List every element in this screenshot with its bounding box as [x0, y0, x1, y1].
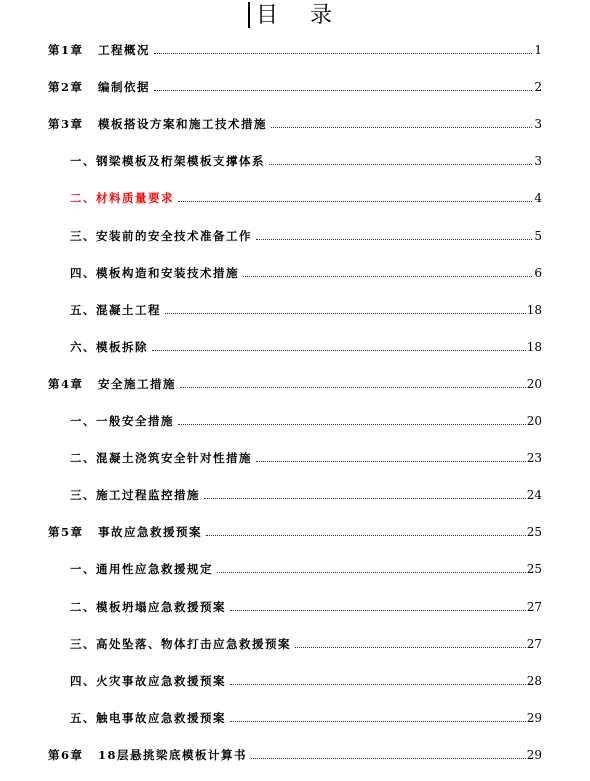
toc-page-number: 20 — [526, 374, 542, 394]
toc-entry-number: 三、 — [70, 228, 96, 243]
toc-entry-number: 一、 — [70, 562, 96, 577]
toc-page-number: 3 — [533, 151, 542, 171]
toc-chapter-entry[interactable] — [0, 77, 590, 97]
toc-page-number: 2 — [533, 77, 542, 97]
toc-entry-number: 一、 — [70, 154, 96, 169]
toc-chapter-entry[interactable] — [0, 40, 590, 60]
toc-entry-number: 六、 — [70, 339, 96, 354]
toc-dot-leader — [154, 90, 538, 91]
toc-section-entry[interactable] — [0, 300, 590, 320]
toc-entry-text: 触电事故应急救援预案 — [96, 710, 226, 725]
toc-section-entry[interactable] — [0, 448, 590, 468]
toc-section-entry[interactable] — [0, 188, 590, 208]
toc-section-entry[interactable] — [0, 559, 590, 579]
toc-dot-leader — [251, 758, 538, 759]
toc-dot-leader — [180, 387, 538, 388]
toc-section-entry[interactable] — [0, 708, 590, 728]
toc-page-number: 3 — [533, 114, 542, 134]
toc-entry-number: 第1章 — [48, 43, 84, 57]
text-cursor — [248, 2, 250, 28]
toc-entry-text: 钢梁模板及桁架模板支撑体系 — [96, 154, 265, 169]
toc-page-number: 24 — [526, 485, 542, 505]
toc-section-entry[interactable] — [0, 226, 590, 246]
toc-dot-leader — [271, 127, 538, 128]
toc-page-number: 6 — [533, 263, 542, 283]
toc-page-number: 20 — [526, 411, 542, 431]
toc-entry-text: 模板构造和安装技术措施 — [96, 265, 239, 280]
toc-dot-leader — [152, 350, 538, 351]
toc-entry-label — [70, 151, 267, 171]
toc-entry-text: 工程概况 — [98, 43, 150, 57]
toc-section-entry[interactable] — [0, 634, 590, 654]
toc-dot-leader — [230, 610, 538, 611]
toc-entry-text: 施工过程监控措施 — [96, 488, 200, 503]
toc-entry-number: 二、 — [70, 191, 96, 206]
toc-entry-label — [70, 188, 176, 208]
toc-page-number: 5 — [533, 226, 542, 246]
toc-entry-text: 一般安全措施 — [96, 414, 174, 428]
toc-page-number: 18 — [526, 300, 542, 320]
toc-entry-number: 第5章 — [48, 525, 84, 540]
toc-entry-label — [70, 485, 202, 505]
toc-section-entry[interactable] — [0, 411, 590, 431]
title-char-1: 目 — [255, 3, 280, 28]
toc-entry-label — [70, 411, 176, 431]
toc-entry-label — [70, 634, 293, 654]
toc-entry-label — [70, 263, 241, 283]
toc-entry-text: 18层悬挑梁底模板计算书 — [98, 747, 248, 762]
toc-entry-text: 高处坠落、物体打击应急救援预案 — [96, 636, 291, 651]
toc-entry-number: 二、 — [70, 451, 96, 466]
toc-entry-label — [70, 708, 228, 728]
toc-page-number: 25 — [526, 559, 542, 579]
toc-entry-number: 四、 — [70, 673, 96, 688]
toc-entry-number: 第2章 — [48, 80, 84, 95]
toc-entry-number: 二、 — [70, 599, 96, 614]
toc-chapter-entry[interactable] — [0, 522, 590, 542]
toc-entry-text: 火灾事故应急救援预案 — [96, 673, 226, 688]
toc-entry-label — [48, 114, 269, 134]
toc-page-number: 27 — [526, 597, 542, 617]
page-title — [0, 2, 590, 30]
toc-entry-label — [48, 77, 152, 97]
title-char-2: 录 — [310, 3, 335, 28]
toc-dot-leader — [206, 535, 538, 536]
toc-dot-leader — [243, 276, 538, 277]
toc-entry-label — [70, 448, 254, 468]
toc-page-number: 25 — [526, 522, 542, 542]
toc-page-number: 18 — [526, 337, 542, 357]
toc-page-number: 29 — [526, 745, 542, 765]
toc-section-entry[interactable] — [0, 671, 590, 691]
toc-entry-text: 材料质量要求 — [96, 191, 174, 206]
toc-page-number: 4 — [533, 188, 542, 208]
toc-entry-label — [70, 597, 228, 617]
toc-entry-number: 五、 — [70, 710, 96, 725]
toc-entry-text: 事故应急救援预案 — [98, 525, 202, 540]
toc-entry-number: 第4章 — [48, 376, 84, 391]
toc-dot-leader — [256, 239, 538, 240]
toc-entry-text: 编制依据 — [98, 80, 150, 95]
toc-chapter-entry[interactable] — [0, 114, 590, 134]
toc-dot-leader — [256, 461, 538, 462]
toc-entry-label — [70, 671, 228, 691]
toc-section-entry[interactable] — [0, 485, 590, 505]
toc-entry-label — [48, 40, 152, 60]
toc-entry-text: 混凝土浇筑安全针对性措施 — [96, 451, 252, 466]
toc-entry-number: 一、 — [70, 414, 96, 428]
toc-entry-number: 三、 — [70, 488, 96, 503]
toc-entry-text: 通用性应急救援规定 — [96, 562, 213, 577]
toc-page-number: 27 — [526, 634, 542, 654]
toc-entry-text: 安全施工措施 — [98, 376, 176, 391]
toc-dot-leader — [295, 647, 538, 648]
toc-dot-leader — [154, 53, 538, 54]
toc-chapter-entry[interactable] — [0, 745, 590, 765]
toc-entry-label — [70, 337, 150, 357]
toc-entry-number: 四、 — [70, 265, 96, 280]
toc-entry-text: 模板坍塌应急救援预案 — [96, 599, 226, 614]
toc-page-number: 1 — [533, 40, 542, 60]
toc-entry-label — [70, 559, 215, 579]
toc-section-entry[interactable] — [0, 337, 590, 357]
toc-entry-label — [70, 300, 163, 320]
toc-dot-leader — [269, 164, 538, 165]
toc-section-entry[interactable] — [0, 597, 590, 617]
toc-dot-leader — [230, 721, 538, 722]
toc-entry-label — [48, 522, 204, 542]
toc-entry-number: 第6章 — [48, 747, 84, 762]
toc-entry-number: 第3章 — [48, 117, 84, 132]
toc-dot-leader — [217, 572, 538, 573]
toc-entry-text: 模板拆除 — [96, 339, 148, 354]
toc-entry-label — [48, 745, 249, 765]
toc-section-entry[interactable] — [0, 263, 590, 283]
toc-entry-number: 五、 — [70, 302, 96, 317]
toc-page-number: 29 — [526, 708, 542, 728]
toc-dot-leader — [230, 684, 538, 685]
toc-entry-label — [70, 226, 254, 246]
toc-entry-text: 安装前的安全技术准备工作 — [96, 228, 252, 243]
toc-dot-leader — [178, 201, 538, 202]
toc-section-entry[interactable] — [0, 151, 590, 171]
toc-dot-leader — [204, 498, 538, 499]
toc-page-number: 28 — [526, 671, 542, 691]
toc-entry-text: 混凝土工程 — [96, 302, 161, 317]
toc-dot-leader — [178, 424, 538, 425]
toc-chapter-entry[interactable] — [0, 374, 590, 394]
toc-entry-label — [48, 374, 178, 394]
toc-entry-number: 三、 — [70, 636, 96, 651]
toc-dot-leader — [165, 313, 538, 314]
toc-page-number: 23 — [526, 448, 542, 468]
toc-entry-text: 模板搭设方案和施工技术措施 — [98, 117, 267, 132]
